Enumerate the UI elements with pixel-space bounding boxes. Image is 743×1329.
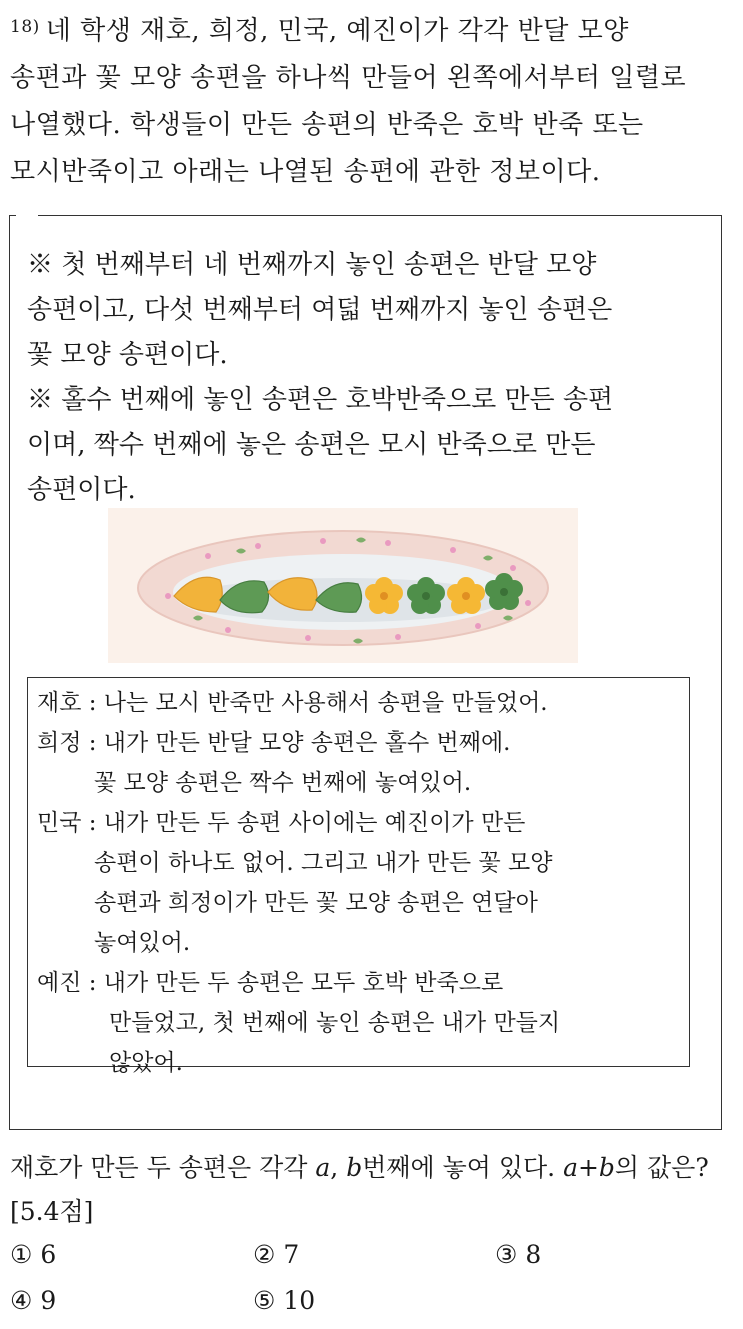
rule-line: 이며, 짝수 번째에 놓은 송편은 모시 반죽으로 만든 (27, 430, 596, 460)
rule-line: ※ 첫 번째부터 네 번째까지 놓인 송편은 반달 모양 (27, 250, 597, 280)
choice-1[interactable]: ① 6 (10, 1240, 57, 1269)
rule-line: 송편이고, 다섯 번째부터 여덟 번째까지 놓인 송편은 (27, 295, 613, 325)
rules-block (27, 243, 707, 513)
rim-flower-icon (395, 634, 401, 640)
choice-4[interactable]: ④ 9 (10, 1286, 57, 1315)
rim-flower-icon (510, 565, 516, 571)
dialog-line-heejeong-cont: 꽃 모양 송편은 짝수 번째에 놓여있어. (94, 770, 472, 796)
rim-flower-icon (305, 635, 311, 641)
rule-line: ※ 홀수 번째에 놓인 송편은 호박반죽으로 만든 송편 (27, 385, 614, 415)
question-line: 재호가 만든 두 송편은 각각 a, b번째에 놓여 있다. a+b의 값은? (10, 1153, 709, 1182)
rim-flower-icon (205, 553, 211, 559)
rim-flower-icon (385, 540, 391, 546)
rim-flower-icon (225, 627, 231, 633)
rim-flower-icon (320, 538, 326, 544)
dialog-block (37, 683, 687, 1083)
rule-line: 송편이다. (27, 475, 136, 505)
question (10, 1146, 740, 1234)
expression: a+b (563, 1153, 615, 1182)
choice-5[interactable]: ⑤ 10 (253, 1286, 316, 1315)
dialog-line-minguk-cont: 송편이 하나도 없어. 그리고 내가 만든 꽃 모양 (94, 850, 553, 876)
stem-line-2: 송편과 꽃 모양 송편을 하나씩 만들어 왼쪽에서부터 일렬로 (10, 63, 687, 93)
stem-line-1: $^{18)}$ 네 학생 재호, 희정, 민국, 예진이가 각각 반달 모양 (10, 16, 629, 46)
score: [5.4점] (10, 1197, 94, 1226)
box-corner-gap (16, 213, 38, 218)
stem-line-3: 나열했다. 학생들이 만든 송편의 반죽은 호박 반죽 또는 (10, 110, 644, 140)
rim-flower-icon (450, 547, 456, 553)
variable-a: a (315, 1153, 331, 1182)
dialog-line-minguk-cont: 놓여있어. (94, 930, 191, 956)
stem-line-4: 모시반죽이고 아래는 나열된 송편에 관한 정보이다. (10, 157, 601, 187)
variable-b: b (346, 1153, 363, 1182)
problem-stem (10, 4, 735, 196)
rim-flower-icon (475, 623, 481, 629)
dialog-line-jaeho: 재호 : 나는 모시 반죽만 사용해서 송편을 만들었어. (37, 690, 548, 716)
rule-line: 꽃 모양 송편이다. (27, 340, 228, 370)
rim-flower-icon (525, 600, 531, 606)
problem-number: 18) (10, 17, 40, 37)
rim-flower-icon (165, 593, 171, 599)
dialog-line-heejeong: 희정 : 내가 만든 반달 모양 송편은 홀수 번째에. (37, 730, 511, 756)
choice-2[interactable]: ② 7 (253, 1240, 300, 1269)
dialog-line-minguk: 민국 : 내가 만든 두 송편 사이에는 예진이가 만든 (37, 810, 526, 836)
dialog-line-yejin-cont: 않았어. (109, 1050, 183, 1076)
dialog-line-yejin-cont: 만들었고, 첫 번째에 놓인 송편은 내가 만들지 (109, 1010, 561, 1036)
rim-flower-icon (255, 543, 261, 549)
dialog-line-yejin: 예진 : 내가 만든 두 송편은 모두 호박 반죽으로 (37, 970, 504, 996)
songpyeon-plate-illustration (108, 508, 578, 663)
dialog-line-minguk-cont: 송편과 희정이가 만든 꽃 모양 송편은 연달아 (94, 890, 538, 916)
choice-3[interactable]: ③ 8 (495, 1240, 542, 1269)
